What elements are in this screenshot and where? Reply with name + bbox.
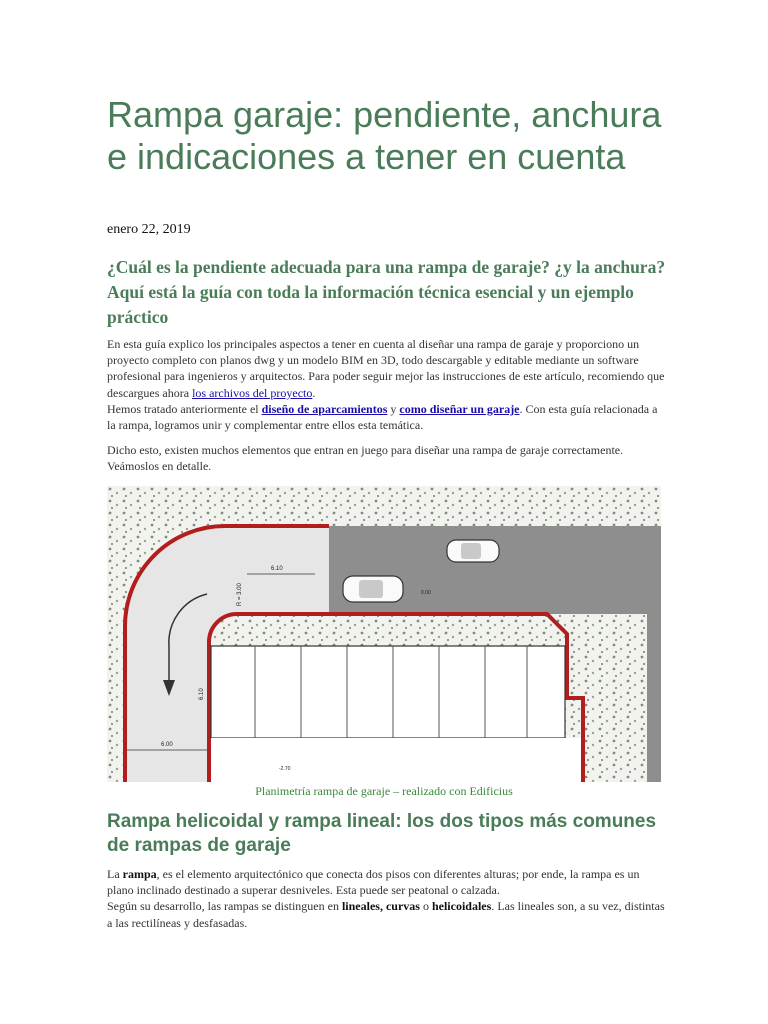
ramp-plan-figure [107, 486, 661, 782]
lead-paragraph: ¿Cuál es la pendiente adecuada para una rampa de garaje? ¿y la anchura? Aquí está la guía con toda la información técnica esencial y un ejemplo práctico [107, 257, 666, 327]
car-two [447, 540, 499, 562]
dim-label-bottom: 6.00 [161, 742, 173, 748]
intro-text: En esta guía explico los principales aspectos a tener en cuenta al diseñar una rampa de garaje y proporciono un proyecto completo con planos dwg y un modelo BIM en 3D, todo descargable y editable mediante un software profesional para ingenieros y arquitectos. Para poder seguir mejor las instrucciones de este artículo, recomiendo que descargues ahora [107, 337, 665, 400]
def-term-ramp: rampa [122, 867, 157, 881]
publish-date: enero 22, 2019 [107, 222, 191, 237]
types-term-helical: helicoidales [431, 899, 492, 914]
parking-block [211, 646, 565, 738]
related-text-a: Hemos tratado anteriormente el [107, 401, 262, 416]
intro-paragraph [107, 336, 667, 433]
dim-label-side: 6.10 [199, 688, 205, 700]
lower-aisle [211, 738, 581, 782]
detail-paragraph: Dicho esto, existen muchos elementos que entran en juego para diseñar una rampa de garaje correctamente. Veámoslos en detalle. [107, 443, 624, 474]
figure-caption: Planimetría rampa de garaje – realizado con Edificius [255, 784, 513, 798]
types-text-or: o [419, 899, 432, 914]
page-title: Rampa garaje: pendiente, anchura e indicaciones a tener en cuenta [107, 94, 662, 177]
project-files-link[interactable]: los archivos del proyecto [192, 385, 313, 400]
types-text-a: Según su desarrollo, las rampas se distinguen en [107, 899, 342, 914]
dim-label-radius: R = 3.00 [237, 583, 243, 606]
def-text-b: , es el elemento arquitectónico que conecta dos pisos con diferentes alturas; por ende, la rampa es un plano inclinado destinado a superar desniveles. Esta puede ser peatonal o calzada. [107, 867, 640, 898]
garage-design-link[interactable]: como diseñar un garaje [399, 401, 520, 416]
road-edge [647, 526, 661, 782]
related-text-b: y [387, 401, 400, 416]
ramp-definition-paragraph [107, 866, 667, 931]
level-mark-1: 0.00 [421, 590, 431, 596]
car-one [343, 576, 403, 602]
intro-end: . [312, 385, 316, 400]
related-text-c: . Con esta guía relacionada a la rampa, logramos unir y complementar entre ellos esta temática. [107, 401, 658, 433]
section-heading: Rampa helicoidal y rampa lineal: los dos tipos más comunes de rampas de garaje [107, 811, 657, 856]
ramp-plan-drawing [107, 486, 661, 782]
parking-design-link[interactable]: diseño de aparcamientos [261, 401, 388, 416]
level-mark-2: -2.70 [279, 766, 291, 772]
types-text-c: . Las lineales son, a su vez, distintas a las rectilíneas y desfasadas. [107, 899, 665, 930]
def-text-a: La [107, 867, 123, 881]
types-term-linear-curved: lineales, curvas [341, 899, 420, 914]
dim-label-top: 6.10 [271, 566, 283, 572]
